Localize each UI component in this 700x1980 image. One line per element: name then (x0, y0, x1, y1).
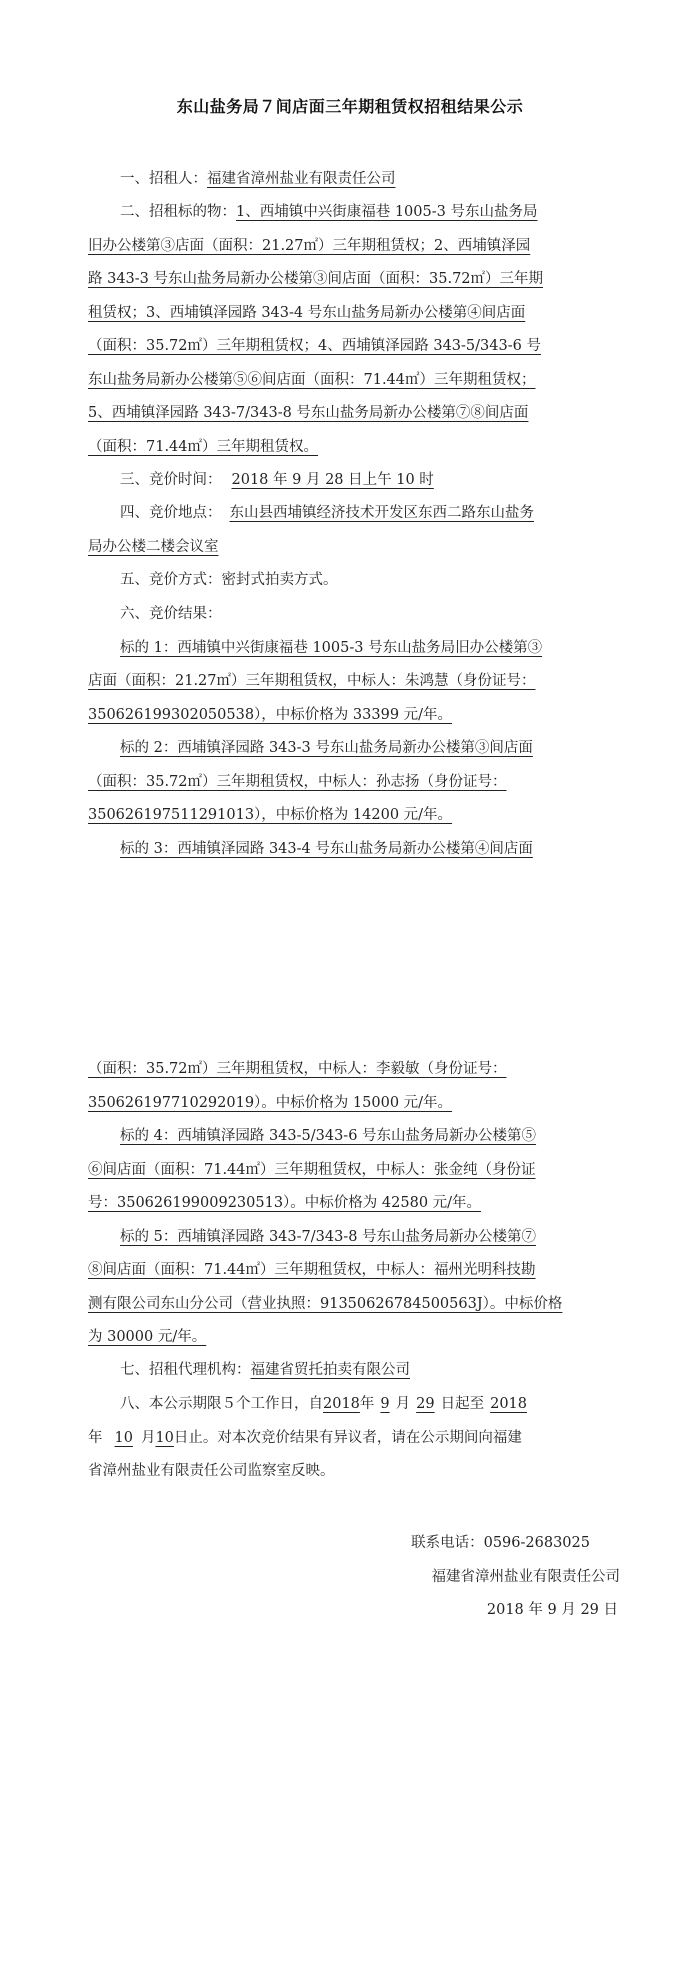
period-end-year-label: 年 (88, 1429, 103, 1446)
bid-time-label: 三、竞价时间： (120, 472, 222, 488)
landlord-label: 一、招租人： (120, 171, 207, 187)
section-agency (88, 1354, 620, 1388)
signature-company: 福建省漳州盐业有限责任公司 (431, 1568, 620, 1585)
page-title: 东山盐务局７间店面三年期租赁权招租结果公示 (176, 97, 524, 116)
start-day: 29 (416, 1396, 435, 1412)
period-text-2: 日止。对本次竞价结果有异议者，请在公示期间向福建 (173, 1429, 522, 1446)
lot-4-line-2: ⑥间店面（面积：71.44㎡）三年期租赁权，中标人：张金纯（身份证 (88, 1161, 536, 1178)
section-results (88, 598, 620, 866)
end-day: 10 (155, 1429, 174, 1446)
lot-4-line-1: 标的 4：西埔镇泽园路 343-5/343-6 号东山盐务局新办公楼第⑤ (120, 1128, 537, 1144)
lot-3-line-3: 350626197710292019）。中标价格为 15000 元/年。 (88, 1094, 453, 1111)
lot-2-line-2: （面积：35.72㎡）三年期租赁权，中标人：孙志扬（身份证号： (88, 773, 507, 790)
lot-1-line-1: 标的 1：西埔镇中兴街康福巷 1005-3 号东山盐务局旧办公楼第③ (120, 639, 543, 656)
bid-place-label: 四、竞价地点： (120, 505, 222, 521)
section-notice-period (88, 1388, 620, 1489)
lot-3-line-1: 标的 3：西埔镇泽园路 343-4 号东山盐务局新办公楼第④间店面 (120, 840, 533, 857)
subject-line-2: 旧办公楼第③店面（面积：21.27㎡）三年期租赁权；2、西埔镇泽园 (88, 237, 531, 254)
period-end-month-label: 月 (140, 1429, 156, 1446)
lot-3-line-2: （面积：35.72㎡）三年期租赁权，中标人：李毅敏（身份证号： (88, 1061, 507, 1077)
subject-label: 二、招租标的物： (120, 204, 236, 220)
start-month: 9 (380, 1396, 390, 1412)
bid-place-line-2: 局办公楼二楼会议室 (88, 538, 219, 555)
period-month-label: 月 (395, 1396, 411, 1412)
lot-5-line-1: 标的 5：西埔镇泽园路 343-7/343-8 号东山盐务局新办公楼第⑦ (120, 1228, 537, 1245)
results-label: 六、竞价结果： (120, 606, 222, 622)
lot-2-line-1: 标的 2：西埔镇泽园路 343-3 号东山盐务局新办公楼第③间店面 (120, 740, 533, 756)
section-bid-place (88, 497, 620, 564)
lot-5-line-3: 测有限公司东山分公司（营业执照：91350626784500563J）。中标价格 (88, 1295, 563, 1312)
lot-5-line-4: 为 30000 元/年。 (88, 1329, 207, 1345)
bid-time-value: 2018 年 9 月 28 日上午 10 时 (231, 472, 434, 488)
section-bid-method (88, 564, 620, 598)
contact-phone: 联系电话：0596-2683025 (411, 1535, 590, 1551)
subject-line-1: 1、西埔镇中兴街康福巷 1005-3 号东山盐务局 (236, 204, 538, 220)
lot-4-line-3: 号：350626199009230513）。中标价格为 42580 元/年。 (88, 1195, 482, 1211)
lot-5-line-2: ⑧间店面（面积：71.44㎡）三年期租赁权，中标人：福州光明科技勘 (88, 1262, 536, 1278)
end-year: 2018 (490, 1396, 527, 1412)
bid-place-line-1: 东山县西埔镇经济技术开发区东西二路东山盐务 (229, 505, 534, 521)
section-results-continued (88, 1053, 620, 1355)
signature-block (411, 1527, 620, 1628)
subject-line-7: 5、西埔镇泽园路 343-7/343-8 号东山盐务局新办公楼第⑦⑧间店面 (88, 405, 529, 421)
start-year: 2018 (323, 1396, 360, 1412)
subject-line-4: 租赁权；3、西埔镇泽园路 343-4 号东山盐务局新办公楼第④间店面 (88, 304, 526, 321)
period-text-3: 省漳州盐业有限责任公司监察室反映。 (88, 1463, 335, 1479)
section-landlord (88, 163, 620, 197)
section-subject (88, 196, 620, 464)
period-until-label: 日起至 (440, 1396, 485, 1412)
subject-line-6: 东山盐务局新办公楼第⑤⑥间店面（面积：71.44㎡）三年期租赁权； (88, 371, 536, 388)
signature-date: 2018 年 9 月 29 日 (486, 1602, 618, 1618)
landlord-value: 福建省漳州盐业有限责任公司 (207, 171, 396, 187)
lot-1-line-2: 店面（面积：21.27㎡）三年期租赁权，中标人：朱鸿慧（身份证号： (88, 673, 536, 689)
subject-line-5: （面积：35.72㎡）三年期租赁权；4、西埔镇泽园路 343-5/343-6 号 (88, 338, 541, 354)
agency-value: 福建省贸托拍卖有限公司 (250, 1362, 410, 1378)
lot-2-line-3: 350626197511291013），中标价格为 14200 元/年。 (88, 807, 453, 823)
lot-1-line-3: 350626199302050538），中标价格为 33399 元/年。 (88, 706, 453, 723)
subject-line-3: 路 343-3 号东山盐务局新办公楼第③间店面（面积：35.72㎡）三年期 (88, 271, 544, 287)
section-bid-time (88, 464, 620, 498)
end-month: 10 (114, 1429, 133, 1446)
agency-label: 七、招租代理机构： (120, 1362, 251, 1378)
period-year-label: 年 (359, 1396, 375, 1412)
bid-method-text: 五、竞价方式：密封式拍卖方式。 (120, 572, 338, 588)
period-text-1: 八、本公示期限５个工作日，自 (120, 1396, 323, 1412)
subject-line-8: （面积：71.44㎡）三年期租赁权。 (88, 438, 319, 455)
